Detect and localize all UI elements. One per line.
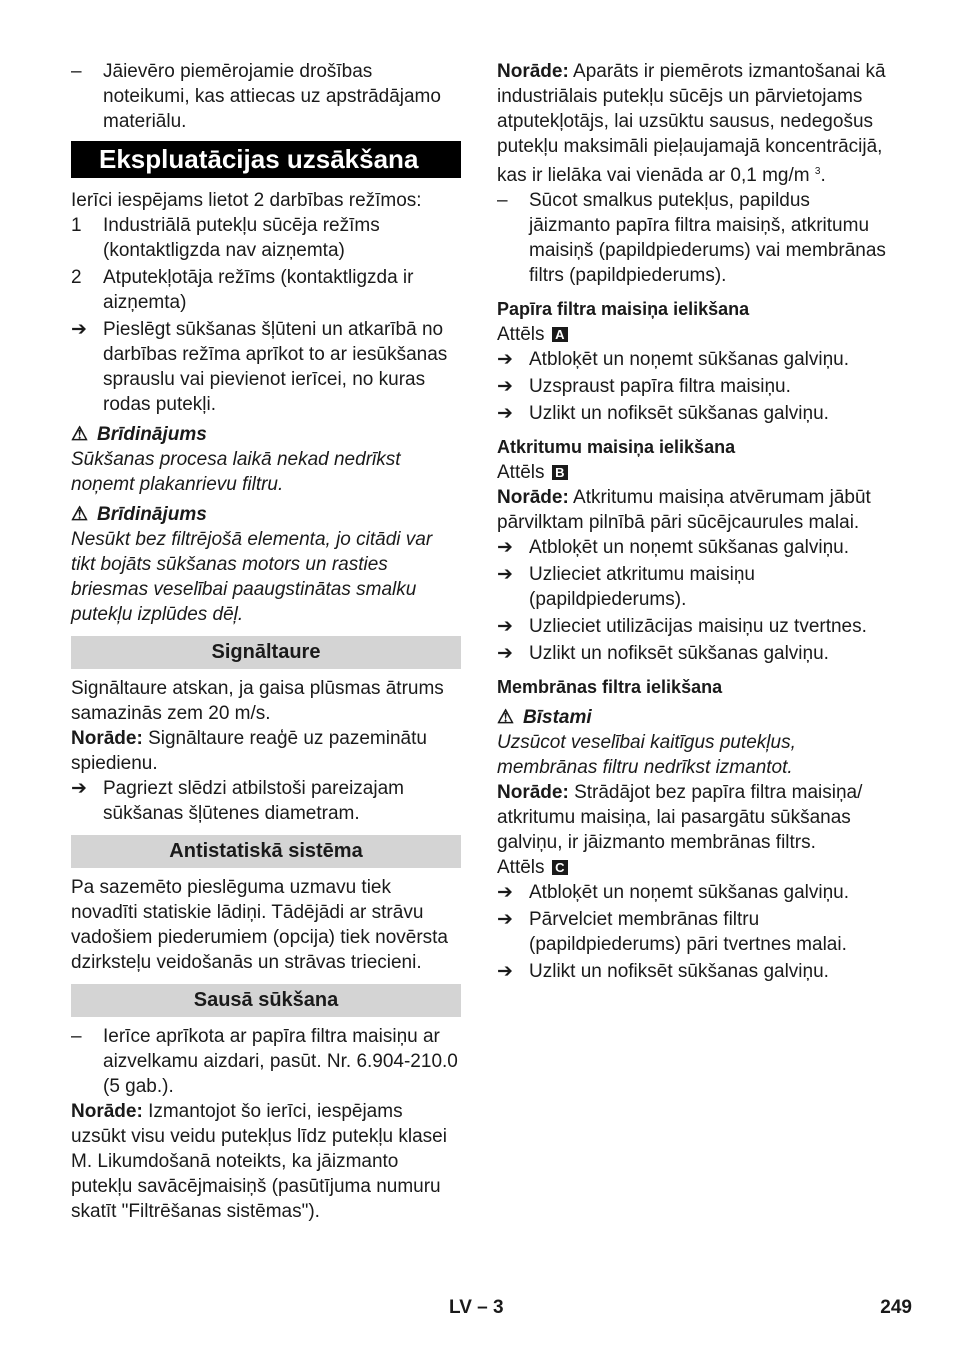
waste-step-3: ➔ Uzlieciet utilizācijas maisiņu uz tvertnes. bbox=[497, 616, 867, 637]
figure-c-badge: C bbox=[552, 860, 568, 875]
warning-text-2: Nesūkt bez filtrējošā elementa, jo citādi var tikt bojāts sūkšanas motors un rasties briesmas veselībai paaugstinātas smalku putekļu izplūdes dēļ. bbox=[71, 529, 433, 625]
signal-text: Signāltaure atskan, ja gaisa plūsmas ātrums samazinās zem 20 m/s. bbox=[71, 678, 444, 724]
arrow-icon: ➔ bbox=[497, 643, 513, 664]
signal-note: Norāde: Signāltaure reaģē uz pazeminātu spiedienu. bbox=[71, 728, 427, 774]
safety-dash-item: – Jāievēro piemērojamie drošības noteikumi, kas attiecas uz apstrādājamo materiālu. bbox=[71, 61, 441, 132]
arrow-icon: ➔ bbox=[497, 616, 513, 637]
waste-step-4: ➔ Uzlikt un nofiksēt sūkšanas galviņu. bbox=[497, 643, 829, 664]
warning-triangle-icon: ⚠ bbox=[71, 504, 89, 525]
mode-item-2: 2 Atputekļotāja režīms (kontaktligzda ir aizņemta) bbox=[71, 267, 414, 313]
antistatic-text: Pa sazemēto pieslēguma uzmavu tiek novadīti statiskie lādiņi. Tādējādi ar strāvu vadošiem piederumiem (opcija) tiek novērsta dzirksteļu veidošanās un strāvas triecieni. bbox=[71, 877, 448, 973]
waste-step-1: ➔ Atbloķēt un noņemt sūkšanas galviņu. bbox=[497, 537, 850, 558]
arrow-icon: ➔ bbox=[497, 403, 513, 424]
dash-marker: – bbox=[71, 1026, 82, 1047]
paper-step-2: ➔ Uzspraust papīra filtra maisiņu. bbox=[497, 376, 791, 397]
danger-heading: ⚠ Bīstami bbox=[497, 707, 592, 728]
suitability-note: Norāde: Aparāts ir piemērots izmantošanai kā industriālais putekļu sūcējs un pārvietojams atputekļotājs, lai uzsūktu sausus, nedegošus putekļu maksimāli pieļaujamajā koncentrācijā, kas ir lielāka vai vienāda ar 0,1 mg/m $^3$. bbox=[497, 61, 886, 186]
subheading-membrane-filter: Membrānas filtra ielikšana bbox=[497, 677, 723, 697]
section-heading-signal: Signāltaure bbox=[71, 636, 461, 669]
right-column bbox=[497, 59, 887, 984]
membrane-step-2: ➔ Pārvelciet membrānas filtru (papildpiederums) pāri tvertnes malai. bbox=[497, 909, 847, 955]
warning-heading-2: ⚠ Brīdinājums bbox=[71, 504, 207, 525]
arrow-icon: ➔ bbox=[497, 349, 513, 370]
paper-step-3: ➔ Uzlikt un nofiksēt sūkšanas galviņu. bbox=[497, 403, 829, 424]
dash-marker: – bbox=[497, 190, 508, 211]
figure-b-badge: B bbox=[552, 465, 568, 480]
mode-item-1: 1 Industriālā putekļu sūcēja režīms (kontaktligzda nav aizņemta) bbox=[71, 215, 380, 261]
subheading-waste-bag: Atkritumu maisiņa ielikšana bbox=[497, 437, 736, 457]
footer-section-label: LV – 3 bbox=[449, 1297, 504, 1318]
warning-triangle-icon: ⚠ bbox=[71, 424, 89, 445]
arrow-icon: ➔ bbox=[497, 564, 513, 585]
section-heading-operation: Ekspluatācijas uzsākšana bbox=[71, 141, 461, 178]
step-connect-hose: ➔ Pieslēgt sūkšanas šļūteni un atkarībā no darbības režīma aprīkot to ar iesūkšanas sprauslu vai pievienot ierīcei, no kuras rodas putekļi. bbox=[71, 319, 448, 415]
signal-step: ➔ Pagriezt slēdzi atbilstoši pareizajam sūkšanas šļūtenes diametram. bbox=[71, 778, 404, 824]
left-column bbox=[71, 59, 461, 1224]
figure-a-badge: A bbox=[552, 327, 568, 342]
warning-heading-1: ⚠ Brīdinājums bbox=[71, 424, 207, 445]
arrow-icon: ➔ bbox=[71, 319, 87, 340]
membrane-step-3: ➔ Uzlikt un nofiksēt sūkšanas galviņu. bbox=[497, 961, 829, 982]
figure-ref-b: Attēls B bbox=[497, 460, 887, 485]
section-heading-dry-suction: Sausā sūkšana bbox=[71, 984, 461, 1017]
page-number: 249 bbox=[880, 1297, 912, 1318]
arrow-icon: ➔ bbox=[497, 882, 513, 903]
figure-ref-c: Attēls C bbox=[497, 855, 887, 880]
modes-intro: Ierīci iespējams lietot 2 darbības režīmos: bbox=[71, 190, 422, 211]
arrow-icon: ➔ bbox=[71, 778, 87, 799]
dash-marker: – bbox=[71, 61, 82, 82]
paper-step-1: ➔ Atbloķēt un noņemt sūkšanas galviņu. bbox=[497, 349, 850, 370]
waste-note: Norāde: Atkritumu maisiņa atvērumam jābūt pārvilktam pilnībā pāri sūcējcaurules malai. bbox=[497, 487, 871, 533]
membrane-step-1: ➔ Atbloķēt un noņemt sūkšanas galviņu. bbox=[497, 882, 850, 903]
fine-dust-dash-item: – Sūcot smalkus putekļus, papildus jāizmanto papīra filtra maisiņš, atkritumu maisiņš (papildpiederums) vai membrānas filtrs (papildpiederums). bbox=[497, 190, 886, 286]
section-heading-antistatic: Antistatiskā sistēma bbox=[71, 835, 461, 868]
membrane-note: Norāde: Strādājot bez papīra filtra maisiņa/ atkritumu maisiņa, lai pasargātu sūkšanas galviņu, ir jāizmanto membrānas filtrs. bbox=[497, 782, 863, 853]
figure-ref-a: Attēls A bbox=[497, 322, 887, 347]
subheading-paper-filter: Papīra filtra maisiņa ielikšana bbox=[497, 299, 750, 319]
dry-dash-item: – Ierīce aprīkota ar papīra filtra maisiņu ar aizvelkamu aizdari, pasūt. Nr. 6.904-210.0 (5 gab.). bbox=[71, 1026, 458, 1097]
arrow-icon: ➔ bbox=[497, 909, 513, 930]
arrow-icon: ➔ bbox=[497, 376, 513, 397]
waste-step-2: ➔ Uzlieciet atkritumu maisiņu (papildpiederums). bbox=[497, 564, 755, 610]
warning-triangle-icon: ⚠ bbox=[497, 707, 515, 728]
dry-note: Norāde: Izmantojot šo ierīci, iespējams uzsūkt visu veidu putekļus līdz putekļu klasei M. Likumdošanā noteikts, ka jāizmanto putekļu savācējmaisiņš (pasūtījuma numuru skatīt "Filtrēšanas sistēmas"). bbox=[71, 1101, 447, 1222]
arrow-icon: ➔ bbox=[497, 537, 513, 558]
arrow-icon: ➔ bbox=[497, 961, 513, 982]
warning-text-1: Sūkšanas procesa laikā nekad nedrīkst noņemt plakanrievu filtru. bbox=[71, 449, 401, 495]
danger-text: Uzsūcot veselībai kaitīgus putekļus, membrānas filtru nedrīkst izmantot. bbox=[497, 732, 796, 778]
